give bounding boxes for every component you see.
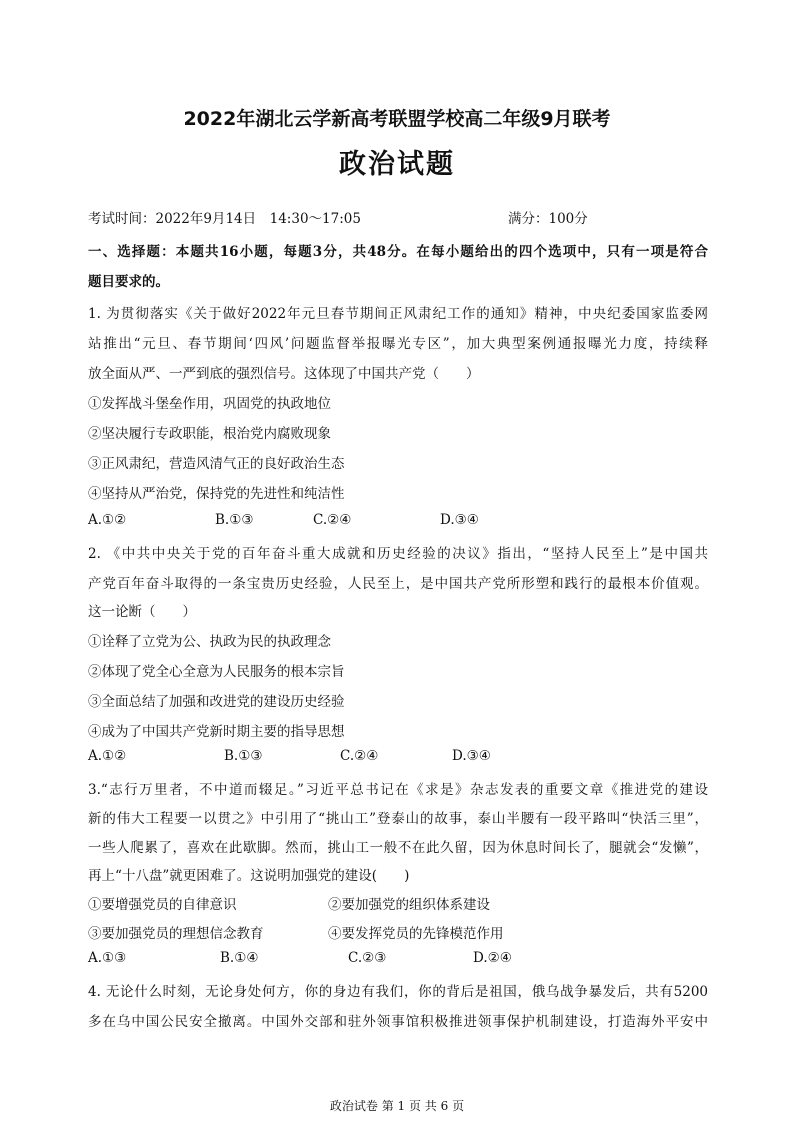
q1-item: ③正风肃纪，营造风清气正的良好政治生态 — [88, 456, 345, 472]
q1-item: ②坚决履行专政职能，根治党内腐败现象 — [88, 426, 331, 442]
q3-stem-line: 3.“志行万里者，不中道而辍足。”习近平总书记在《求是》杂志发表的重要文章《推进党的建设 — [88, 782, 708, 798]
q3-option-b[interactable]: B.①④ — [220, 950, 259, 966]
q3-item: ①要增强党员的自律意识 — [88, 897, 237, 913]
q1-option-b[interactable]: B.①③ — [215, 512, 254, 528]
exam-info-row — [88, 207, 588, 227]
q1-option-d[interactable]: D.③④ — [440, 512, 479, 528]
q3-stem-line: 再上“十八盘”就更困难了。这说明加强党的建设( ) — [88, 868, 410, 884]
q2-option-c[interactable]: C.②④ — [340, 748, 379, 764]
q2-item: ③全面总结了加强和改进党的建设历史经验 — [88, 694, 345, 710]
q1-item: ④坚持从严治党，保持党的先进性和纯洁性 — [88, 486, 345, 502]
q1-stem-line: 1. 为贯彻落实《关于做好2022年元旦春节期间正风肃纪工作的通知》精神，中央纪委国家监委网 — [88, 306, 708, 322]
q3-option-c[interactable]: C.②③ — [348, 950, 387, 966]
exam-time: 考试时间：2022年9月14日 14:30～17:05 — [88, 211, 361, 227]
q3-item: ③要加强党员的理想信念教育 — [88, 926, 264, 942]
q2-item: ④成为了中国共产党新时期主要的指导思想 — [88, 724, 345, 740]
q3-stem-line: 新的伟大工程要一以贯之》中引用了“挑山工”登泰山的故事，泰山半腰有一段平路叫“快活三里”， — [88, 811, 708, 827]
exam-title: 2022年湖北云学新高考联盟学校高二年级9月联考 — [183, 108, 611, 130]
q2-stem-line: 这一论断（ ） — [88, 604, 196, 620]
section-heading-cont: 题目要求的。 — [88, 274, 169, 290]
q3-item: ④要发挥党员的先锋模范作用 — [328, 926, 504, 942]
q3-option-a[interactable]: A.①③ — [88, 950, 127, 966]
q3-item: ②要加强党的组织体系建设 — [328, 897, 490, 913]
q4-stem-line: 多在乌中国公民安全撤离。中国外交部和驻外领事馆积极推进领事保护机制建设，打造海外平安中 — [88, 1014, 708, 1030]
section-heading: 一、选择题：本题共16小题，每题3分，共48分。在每小题给出的四个选项中，只有一项是符合 — [88, 244, 708, 260]
q1-item: ①发挥战斗堡垒作用，巩固党的执政地位 — [88, 396, 331, 412]
q4-stem-line: 4. 无论什么时刻，无论身处何方，你的身边有我们，你的背后是祖国，俄乌战争暴发后，共有5200 — [88, 984, 708, 1000]
q2-item: ②体现了党全心全意为人民服务的根本宗旨 — [88, 664, 345, 680]
q2-option-b[interactable]: B.①③ — [224, 748, 263, 764]
q2-item: ①诠释了立党为公、执政为民的执政理念 — [88, 634, 331, 650]
full-score: 满分：100分 — [508, 211, 588, 227]
q3-stem-line: 一些人爬累了，喜欢在此歇脚。然而，挑山工一般不在此久留，因为休息时间长了，腿就会“发懒”， — [88, 840, 708, 856]
subject-title: 政治试题 — [339, 149, 455, 180]
q2-option-a[interactable]: A.①② — [88, 748, 127, 764]
q3-option-d[interactable]: D.②④ — [473, 950, 512, 966]
q1-option-a[interactable]: A.①② — [88, 512, 127, 528]
q1-option-c[interactable]: C.②④ — [313, 512, 352, 528]
page-footer: 政治试卷 第 1 页 共 6 页 — [329, 1099, 465, 1113]
q2-stem-line: 产党百年奋斗取得的一条宝贵历史经验，人民至上，是中国共产党所形塑和践行的最根本价值观。 — [88, 576, 708, 592]
q2-stem-line: 2. 《中共中央关于党的百年奋斗重大成就和历史经验的决议》指出，“坚持人民至上”是中国共 — [88, 546, 708, 562]
q1-stem-line: 放全面从严、一严到底的强烈信号。这体现了中国共产党（ ） — [88, 366, 480, 382]
q1-stem-line: 站推出“元旦、春节期间‘四风’问题监督举报曝光专区”，加大典型案例通报曝光力度，持续释 — [88, 336, 708, 352]
q2-option-d[interactable]: D.③④ — [452, 748, 491, 764]
